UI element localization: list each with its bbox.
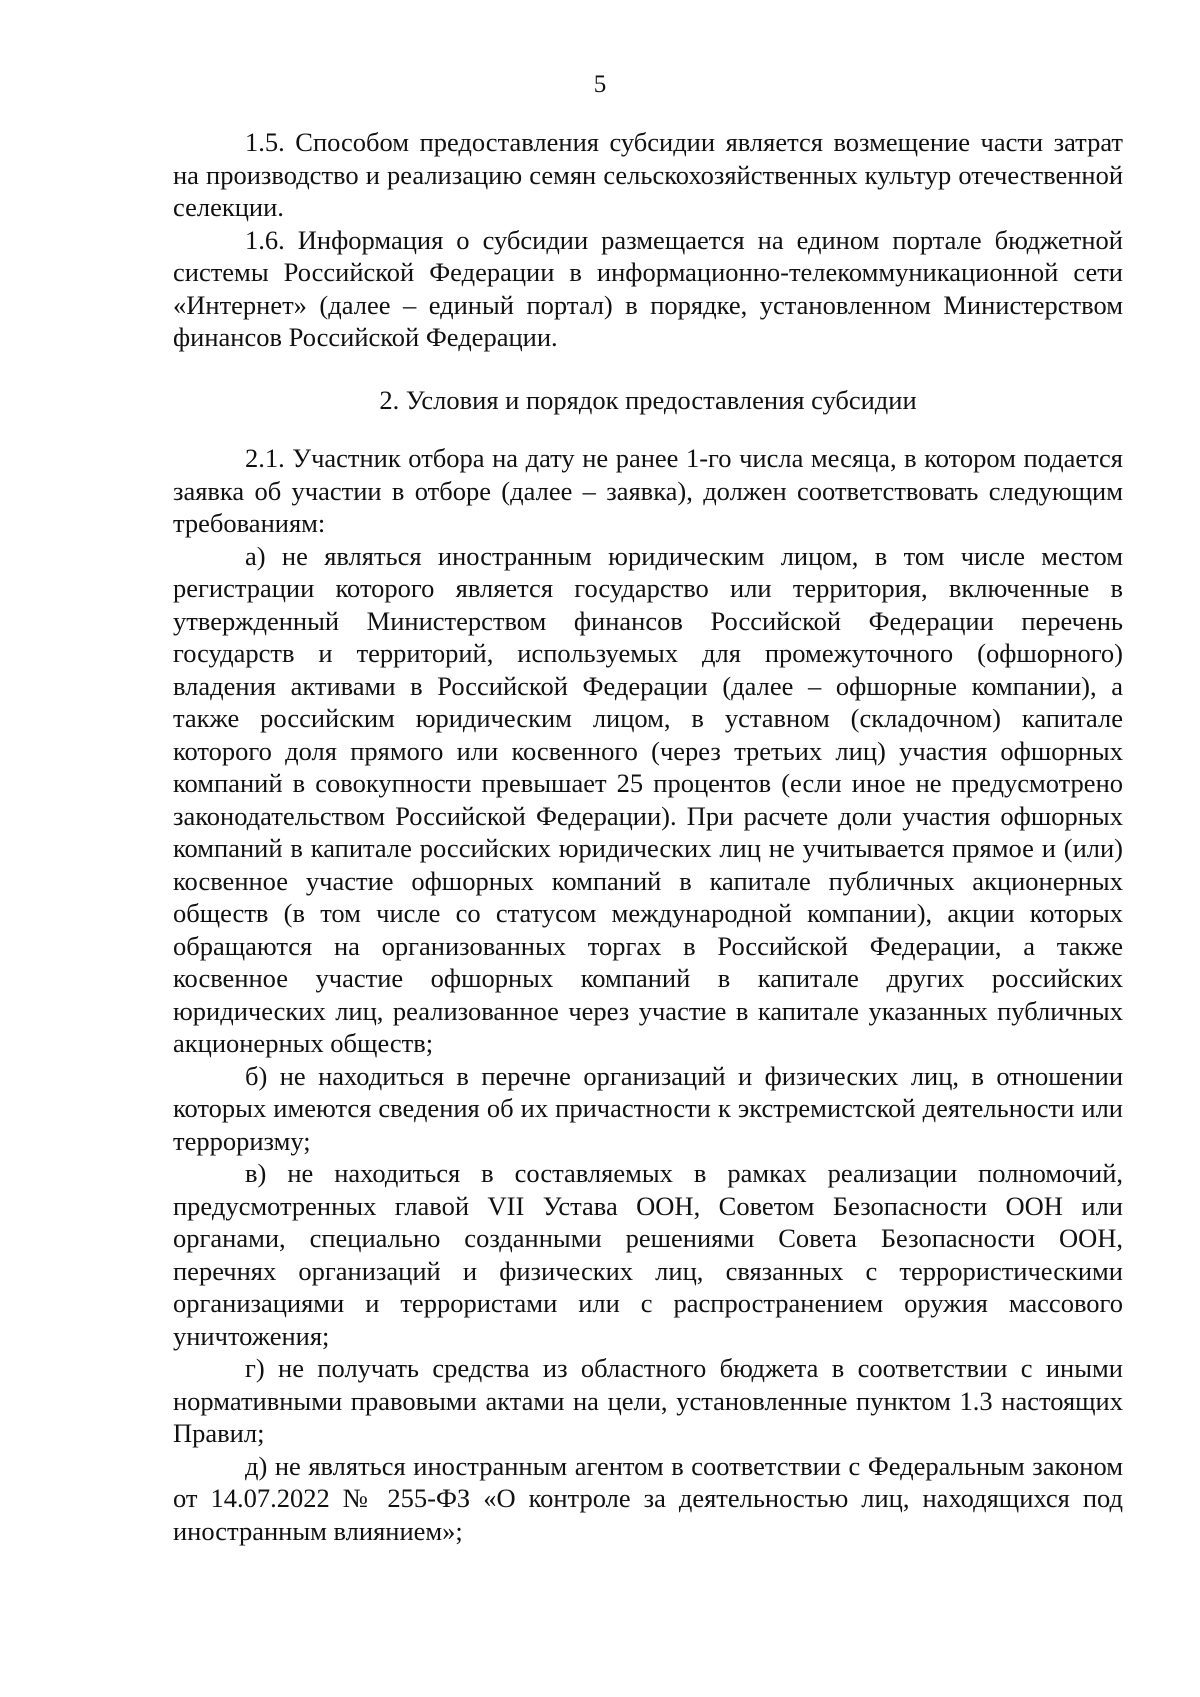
paragraph-item-v: в) не находиться в составляемых в рамках реализации полномочий, предусмотренных главой VII Устава ООН, Советом Безопасности ООН или органами, специально созданными решениями Совета Безопасности ООН, перечнях организаций и физических лиц, связанных с террористическими организациями и террористами или с распространением оружия массового уничтожения; xyxy=(173,1158,1123,1351)
paragraph-item-a: а) не являться иностранным юридическим лицом, в том числе местом регистрации которого является государство или территория, включенные в утвержденный Министерством финансов Российской Федерации перечень государств и территорий, используемых для промежуточного (офшорного) владения активами в Российской Федерации (далее – офшорные компании), а также российским юридическим лицом, в уставном (складочном) капитале которого доля прямого или косвенного (через третьих лиц) участия офшорных компаний в совокупности превышает 25 процентов (если иное не предусмотрено законодательством Российской Федерации). При расчете доли участия офшорных компаний в капитале российских юридических лиц не учитывается прямое и (или) косвенное участие офшорных компаний в капитале публичных акционерных обществ (в том числе со статусом международной компании), акции которых обращаются на организованных торгах в Российской Федерации, а также косвенное участие офшорных компаний в капитале других российских юридических лиц, реализованное через участие в капитале указанных публичных акционерных обществ; xyxy=(173,540,1123,1058)
paragraph-1-6: 1.6. Информация о субсидии размещается на едином портале бюджетной системы Российской Федерации в информационно-телекоммуникационной сети «Интернет» (далее – единый портал) в порядке, установленном Министерством финансов Российской Федерации. xyxy=(173,224,1123,352)
paragraph-1-5: 1.5. Способом предоставления субсидии является возмещение части затрат на производство и реализацию семян сельскохозяйственных культур отечественной селекции. xyxy=(173,127,1123,222)
section-heading: 2. Условия и порядок предоставления субсидии xyxy=(379,384,917,415)
document-body xyxy=(173,126,1123,1547)
paragraph-item-b: б) не находиться в перечне организаций и физических лиц, в отношении которых имеются сведения об их причастности к экстремистской деятельности или терроризму; xyxy=(173,1060,1123,1156)
paragraph-item-g: г) не получать средства из областного бюджета в соответствии с иными нормативными правовыми актами на цели, установленные пунктом 1.3 настоящих Правил; xyxy=(173,1353,1123,1448)
paragraph-2-1: 2.1. Участник отбора на дату не ранее 1-го числа месяца, в котором подается заявка об участии в отборе (далее – заявка), должен соответствовать следующим требованиям: xyxy=(173,443,1123,538)
page-number: 5 xyxy=(593,71,607,98)
paragraph-item-d: д) не являться иностранным агентом в соответствии с Федеральным законом от 14.07.2022 № 255-ФЗ «О контроле за деятельностью лиц, находящихся под иностранным влиянием»; xyxy=(173,1450,1123,1546)
